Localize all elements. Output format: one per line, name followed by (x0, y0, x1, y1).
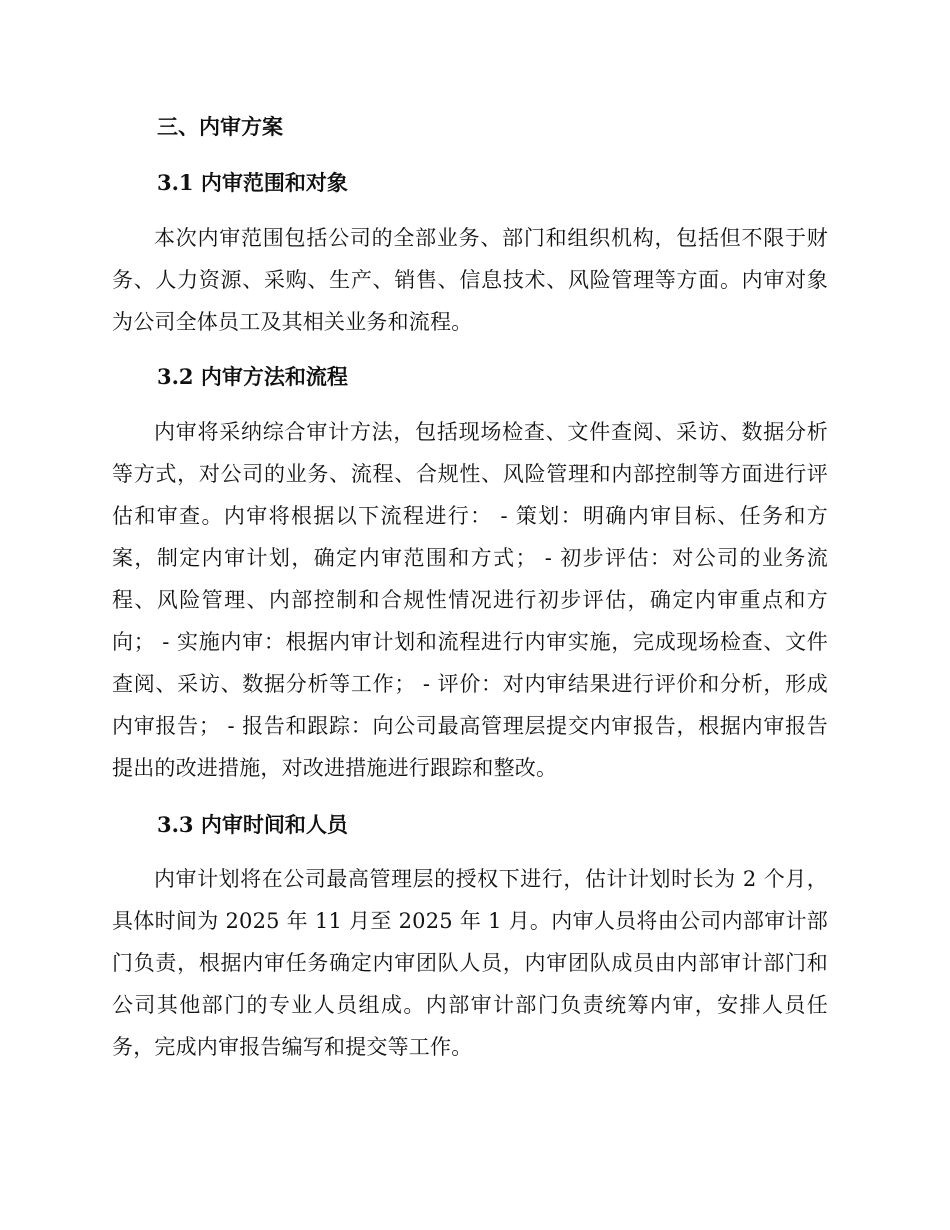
subsection-3-3-title: 3.3 内审时间和人员 (157, 812, 348, 837)
subsection-3-1-title: 3.1 内审范围和对象 (157, 170, 348, 195)
subsection-3-3-body: 内审计划将在公司最高管理层的授权下进行，估计计划时长为 2 个月，具体时间为 2025 年 11 月至 2025 年 1 月。内审人员将由公司内部审计部门负责，根据内审任务确定内审团队人员，内审团队成员由内部审计部门和公司其他部门的专业人员组成。内部审计部门负责统筹内审，安排人员任务，完成内审报告编写和提交等工作。 (112, 867, 828, 1059)
section-title: 三、内审方案 (157, 114, 283, 139)
subsection-3-2-title: 3.2 内审方法和流程 (157, 364, 348, 389)
subsection-3-2-body: 内审将采纳综合审计方法，包括现场检查、文件查阅、采访、数据分析等方式，对公司的业务、流程、合规性、风险管理和内部控制等方面进行评估和审查。内审将根据以下流程进行： - 策划：明确内审目标、任务和方案，制定内审计划，确定内审范围和方式； - 初步评估：对公司的业务流程、风险管理、内部控制和合规性情况进行初步评估，确定内审重点和方向； - 实施内审：根据内审计划和流程进行内审实施，完成现场检查、文件查阅、采访、数据分析等工作； - 评价：对内审结果进行评价和分析，形成内审报告； - 报告和跟踪：向公司最高管理层提交内审报告，根据内审报告提出的改进措施，对改进措施进行跟踪和整改。 (112, 420, 828, 780)
subsection-3-1-body: 本次内审范围包括公司的全部业务、部门和组织机构，包括但不限于财务、人力资源、采购、生产、销售、信息技术、风险管理等方面。内审对象为公司全体员工及其相关业务和流程。 (112, 226, 828, 334)
